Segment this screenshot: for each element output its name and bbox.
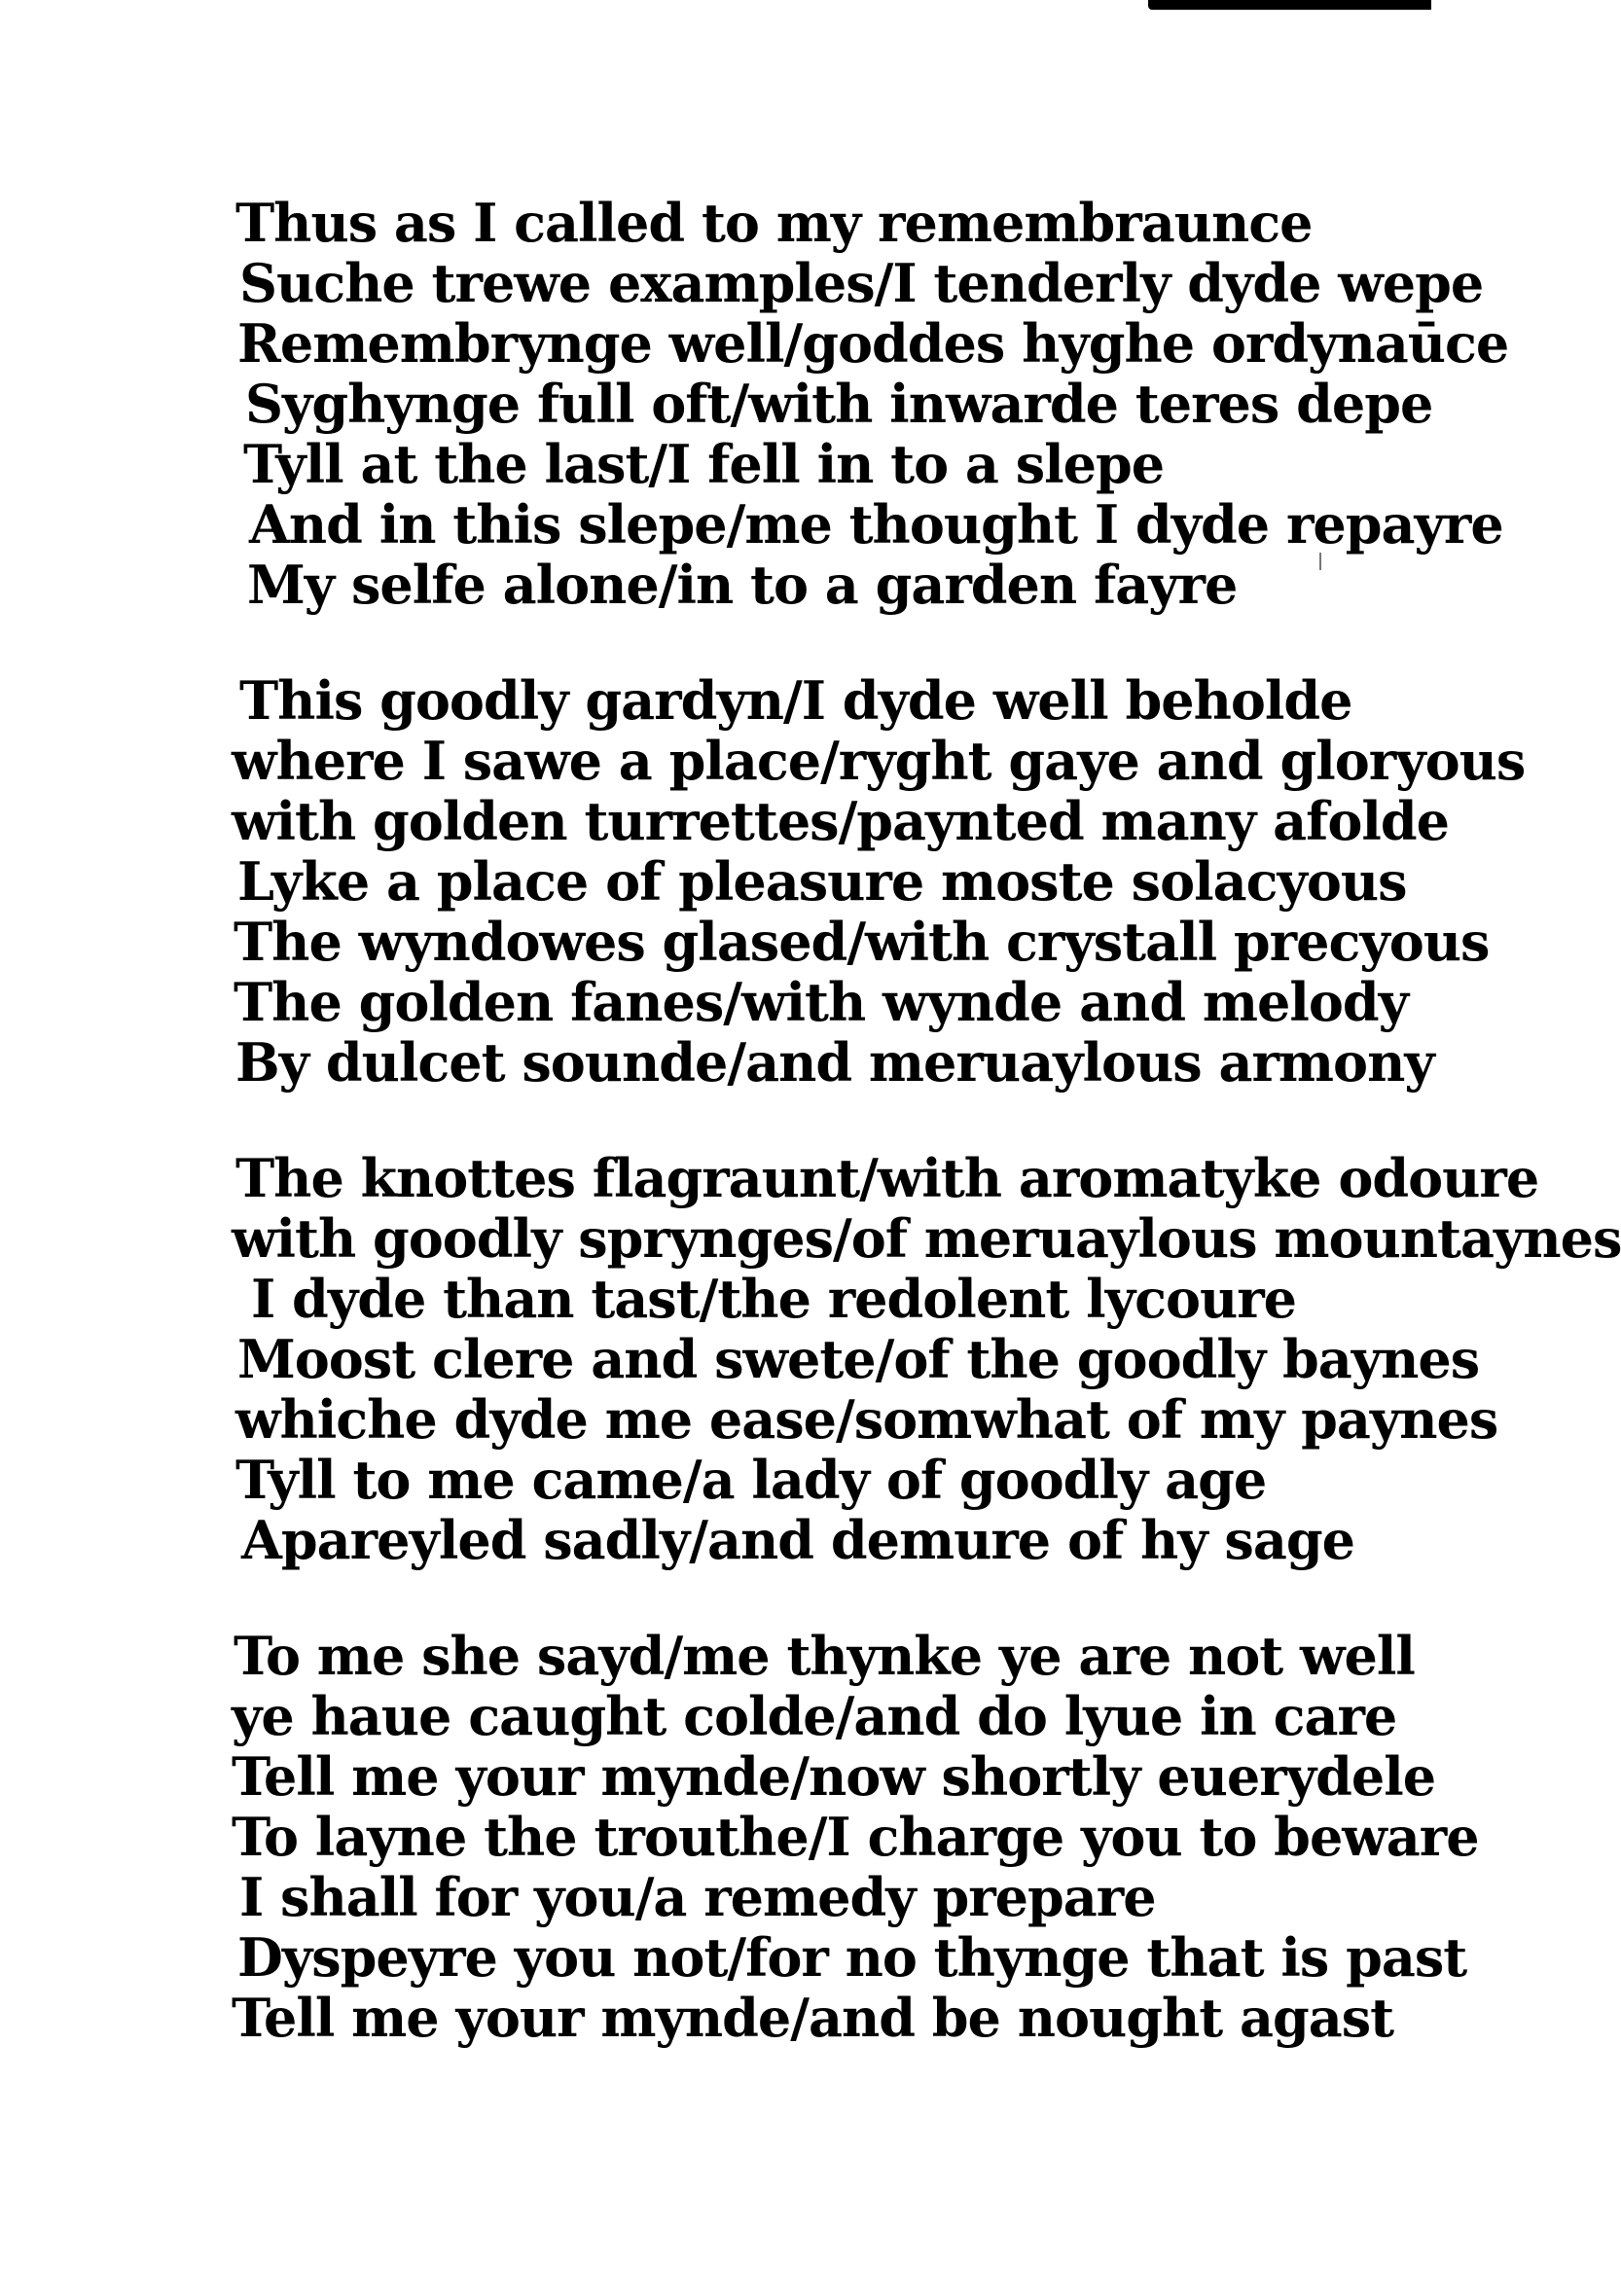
verse-line: Tyll at the last/I fell in to a slepe bbox=[243, 433, 1165, 495]
verse-line: Suche trewe examples/I tenderly dyde wepe bbox=[239, 252, 1484, 314]
verse-line: The wyndowes glased/with crystall precyous bbox=[234, 911, 1490, 973]
verse-line: This goodly gardyn/I dyde well beholde bbox=[239, 669, 1352, 732]
verse-line: I shall for you/a remedy prepare bbox=[239, 1866, 1156, 1928]
verse-line: The golden fanes/with wynde and melody bbox=[234, 971, 1409, 1033]
verse-line: with goodly sprynges/of meruaylous mountaynes bbox=[232, 1207, 1621, 1270]
poem-text bbox=[232, 192, 1621, 2103]
verse-line: Tell me your mynde/now shortly euerydele bbox=[232, 1745, 1436, 1808]
verse-line: By dulcet sounde/and meruaylous armony bbox=[235, 1031, 1434, 1094]
verse-line: whiche dyde me ease/somwhat of my paynes bbox=[235, 1388, 1498, 1451]
verse-line: Apareyled sadly/and demure of hy sage bbox=[241, 1509, 1354, 1571]
verse-line: Tell me your mynde/and be nought agast bbox=[232, 1987, 1394, 2049]
stanza-3 bbox=[232, 1147, 1621, 1571]
stanza-4 bbox=[232, 1625, 1479, 2049]
verse-line: Tyll to me came/a lady of goodly age bbox=[235, 1449, 1267, 1511]
verse-line: Syghynge full oft/with inwarde teres depe bbox=[245, 373, 1433, 435]
stanza-2 bbox=[232, 669, 1526, 1094]
verse-line: where I sawe a place/ryght gaye and gloryous bbox=[232, 730, 1526, 792]
verse-line: with golden turrettes/paynted many afolde bbox=[232, 790, 1449, 852]
verse-line: ye haue caught colde/and do lyue in care bbox=[232, 1685, 1397, 1747]
verse-line: And in this slepe/me thought I dyde repayre bbox=[249, 493, 1503, 556]
verse-line: To layne the trouthe/I charge you to beware bbox=[232, 1806, 1479, 1868]
verse-line: My selfe alone/in to a garden fayre bbox=[247, 554, 1238, 616]
verse-line: Remembrynge well/goddes hyghe ordynaūce bbox=[237, 312, 1509, 375]
page-edge-shadow bbox=[1148, 0, 1431, 10]
verse-line: Dyspeyre you not/for no thynge that is past bbox=[237, 1926, 1467, 1989]
verse-line: The knottes flagraunt/with aromatyke odoure bbox=[235, 1147, 1539, 1209]
verse-line: Lyke a place of pleasure moste solacyous bbox=[237, 850, 1407, 913]
verse-line: Moost clere and swete/of the goodly baynes bbox=[237, 1328, 1480, 1390]
verse-line: To me she sayd/me thynke ye are not well bbox=[234, 1625, 1415, 1687]
verse-line: Thus as I called to my remembraunce bbox=[235, 192, 1313, 254]
verse-line: I dyde than tast/the redolent lycoure bbox=[251, 1268, 1297, 1330]
stanza-1 bbox=[232, 192, 1509, 616]
